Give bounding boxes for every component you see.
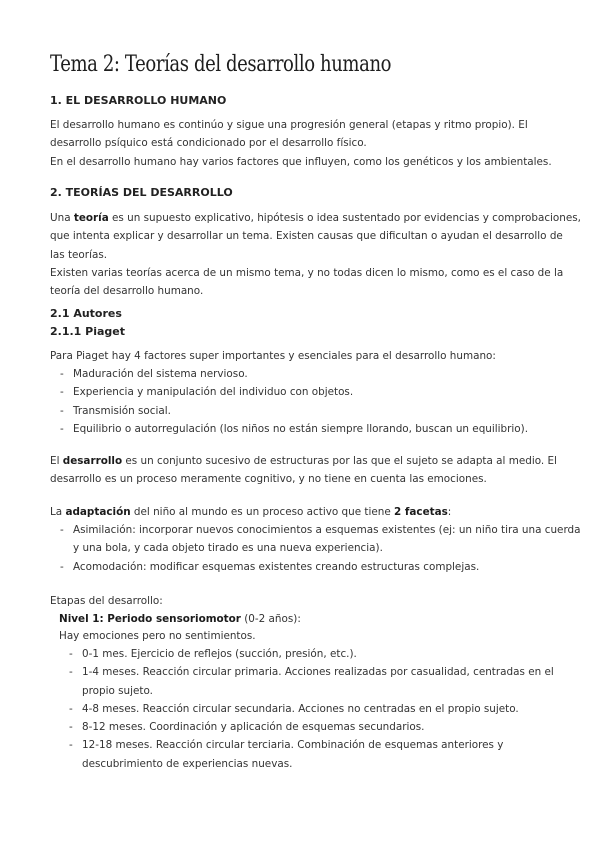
- text-run: - Asimilación: incorporar nuevos conocimientos a esquemas existentes (ej: un niño tira una cuerda: [73, 524, 581, 536]
- list-item: [59, 718, 554, 736]
- paragraph-line: teoría del desarrollo humano.: [50, 285, 204, 298]
- list-item: - Equilibrio o autorregulación (los niños no están siempre llorando, buscan un equilibrio).: [50, 420, 528, 438]
- bold-term-adaptacion: adaptación: [65, 506, 131, 518]
- paragraph-line: En el desarrollo humano hay varios factores que influyen, como los genéticos y los ambientales.: [50, 155, 552, 168]
- list-item: - Maduración del sistema nervioso.: [50, 365, 528, 383]
- paragraph-line: desarrollo psíquico está condicionado por el desarrollo físico.: [50, 137, 367, 150]
- bold-term-nivel-1: Nivel 1: Periodo sensoriomotor: [59, 613, 241, 625]
- stages-list: [59, 645, 554, 773]
- list-item: [59, 736, 554, 773]
- text-run: descubrimiento de experiencias nuevas.: [82, 757, 293, 770]
- paragraph-line: Para Piaget hay 4 factores super importantes y esenciales para el desarrollo humano:: [50, 350, 496, 362]
- text-run: - 4-8 meses. Reacción circular secundaria. Acciones no centradas en el propio sujeto.: [82, 702, 519, 715]
- text-run: es un conjunto sucesivo de estructuras por las que el sujeto se adapta al medio. El: [122, 455, 557, 467]
- desarrollo-paragraph: [50, 452, 557, 489]
- subheading-autores: 2.1 Autores: [50, 307, 122, 320]
- paragraph-line: [50, 452, 557, 470]
- text-run: propio sujeto.: [82, 684, 153, 697]
- paragraph-line: Etapas del desarrollo:: [50, 595, 163, 607]
- bold-term-teoria: teoría: [73, 212, 109, 224]
- paragraph-line: Hay emociones pero no sentimientos.: [59, 630, 256, 642]
- text-run: - 1-4 meses. Reacción circular primaria. Acciones realizadas por casualidad, centradas en el: [82, 666, 554, 679]
- text-run: Una: [50, 212, 74, 224]
- list-item: - Transmisión social.: [50, 402, 528, 420]
- facetas-list: [50, 521, 581, 576]
- text-run: (0-2 años):: [240, 613, 301, 625]
- section-1-paragraph: [50, 116, 550, 171]
- paragraph-line: las teorías.: [50, 248, 108, 261]
- list-item: [50, 558, 581, 576]
- adaptacion-paragraph: [50, 503, 550, 521]
- piaget-intro: [50, 347, 550, 365]
- paragraph-line: [50, 503, 550, 521]
- section-2-heading: 2. TEORÍAS DEL DESARROLLO: [50, 186, 233, 199]
- paragraph-line: Existen varias teorías acerca de un mismo tema, y no todas dicen lo mismo, como es el caso de la: [50, 266, 564, 279]
- nivel-1-heading: [59, 610, 559, 628]
- text-run: y una bola, y cada objeto tirado es una nueva experiencia).: [73, 542, 383, 555]
- theory-paragraph: [50, 209, 581, 300]
- list-item: [59, 645, 554, 663]
- text-run: es un supuesto explicativo, hipótesis o idea sustentado por evidencias y comprobaciones,: [108, 212, 581, 224]
- emociones-line: [59, 627, 559, 645]
- list-item: [50, 521, 581, 558]
- text-run: - Acomodación: modificar esquemas existentes creando estructuras complejas.: [73, 560, 480, 573]
- bold-term-facetas: 2 facetas: [394, 506, 448, 518]
- list-item: [59, 663, 554, 700]
- subheading-piaget: 2.1.1 Piaget: [50, 325, 125, 338]
- text-run: - 0-1 mes. Ejercicio de reflejos (succión, presión, etc.).: [82, 648, 357, 660]
- text-run: - 8-12 meses. Coordinación y aplicación de esquemas secundarios.: [82, 721, 425, 734]
- text-run: :: [447, 506, 452, 518]
- list-item: - Experiencia y manipulación del individuo con objetos.: [50, 383, 528, 401]
- text-run: La: [50, 506, 66, 518]
- section-1-heading: 1. EL DESARROLLO HUMANO: [50, 94, 227, 107]
- paragraph-line: que intenta explicar y desarrollar un tema. Existen causas que dificultan o ayudan el desarrollo de: [50, 230, 563, 243]
- paragraph-line: desarrollo es un proceso meramente cognitivo, y no tiene en cuenta las emociones.: [50, 473, 487, 486]
- paragraph-line: El desarrollo humano es continúo y sigue una progresión general (etapas y ritmo propio). El: [50, 119, 528, 131]
- page-title: Tema 2: Teorías del desarrollo humano: [50, 52, 392, 77]
- text-run: El: [50, 455, 63, 467]
- etapas-label: [50, 592, 550, 610]
- text-run: del niño al mundo es un proceso activo que tiene: [130, 506, 395, 518]
- text-run: - 12-18 meses. Reacción circular terciaria. Combinación de esquemas anteriores y: [82, 739, 504, 752]
- paragraph-line: [59, 610, 559, 628]
- paragraph-line: [50, 209, 581, 227]
- bold-term-desarrollo: desarrollo: [62, 455, 123, 467]
- list-item: [59, 700, 554, 718]
- factors-list: [50, 365, 528, 438]
